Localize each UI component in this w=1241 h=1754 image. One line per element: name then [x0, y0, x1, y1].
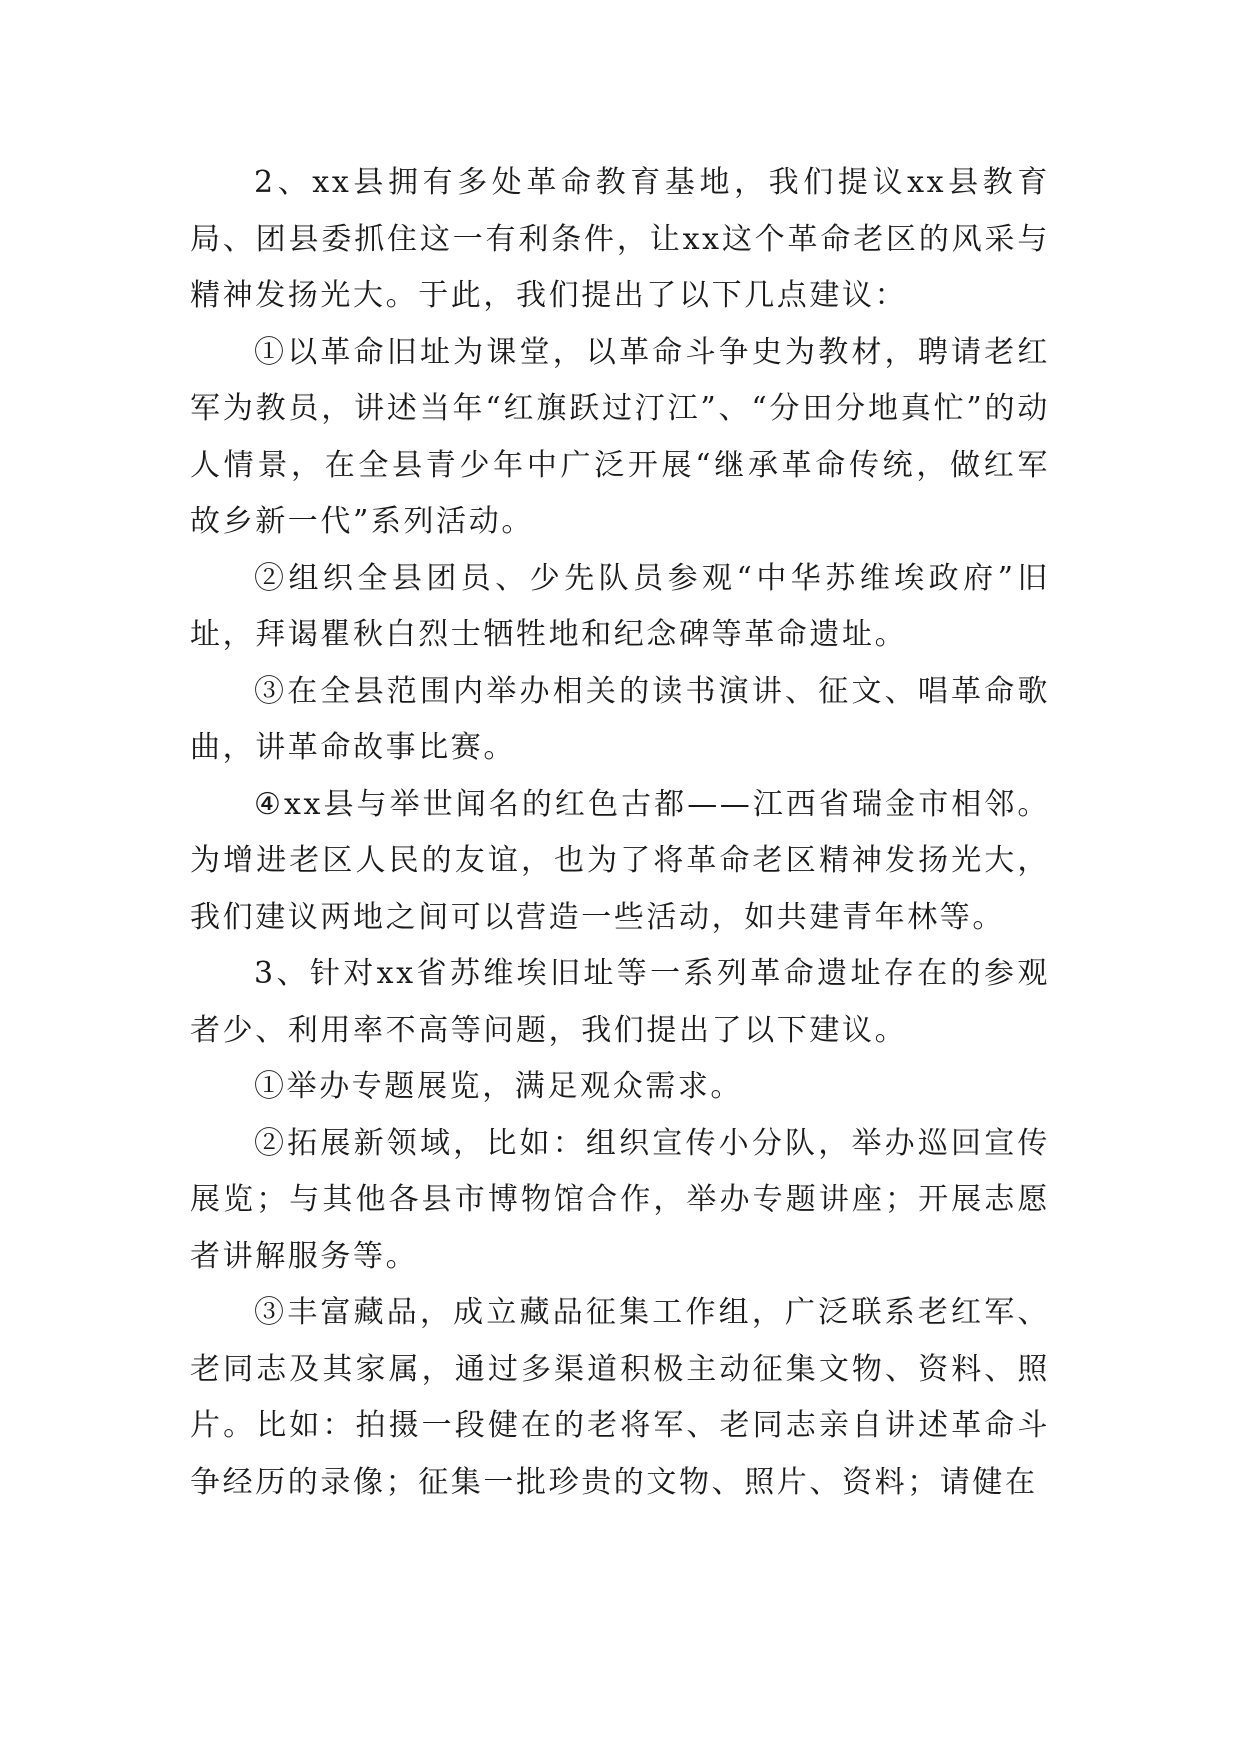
paragraph-suggestion-exhibitions: ①举办专题展览，满足观众需求。	[254, 1069, 743, 1104]
paragraph-soviet-sites-problems: 3、针对xx省苏维埃旧址等一系列革命遗址存在的参观者少、利用率不高等问题，我们提出了以下建议。	[190, 956, 1050, 1048]
paragraph-suggestion-ruijin: ④xx县与举世闻名的红色古都——江西省瑞金市相邻。为增进老区人民的友谊，也为了将革命老区精神发扬光大，我们建议两地之间可以营造一些活动，如共建青年林等。	[190, 786, 1050, 935]
paragraph-suggestion-classroom: ①以革命旧址为课堂，以革命斗争史为教材，聘请老红军为教员，讲述当年“红旗跃过汀江”、“分田分地真忙”的动人情景，在全县青少年中广泛开展“继承革命传统，做红军故乡新一代”系列活动。	[190, 334, 1050, 539]
paragraph-suggestion-competitions: ③在全县范围内举办相关的读书演讲、征文、唱革命歌曲，讲革命故事比赛。	[190, 673, 1050, 765]
paragraph-suggestion-collections: ③丰富藏品，成立藏品征集工作组，广泛联系老红军、老同志及其家属，通过多渠道积极主动征集文物、资料、照片。比如：拍摄一段健在的老将军、老同志亲自讲述革命斗争经历的录像；征集一批珍贵的文物、照片、资料；请健在	[190, 1295, 1050, 1500]
paragraph-suggestion-new-fields: ②拓展新领域，比如：组织宣传小分队，举办巡回宣传展览；与其他各县市博物馆合作，举办专题讲座；开展志愿者讲解服务等。	[190, 1125, 1050, 1274]
document-body	[190, 155, 1050, 1511]
paragraph-suggestion-visit-sites: ②组织全县团员、少先队员参观“中华苏维埃政府”旧址，拜谒瞿秋白烈士牺牲地和纪念碑等革命遗址。	[190, 560, 1050, 652]
paragraph-education-bases-proposal: 2、xx县拥有多处革命教育基地，我们提议xx县教育局、团县委抓住这一有利条件，让xx这个革命老区的风采与精神发扬光大。于此，我们提出了以下几点建议：	[190, 165, 1050, 313]
